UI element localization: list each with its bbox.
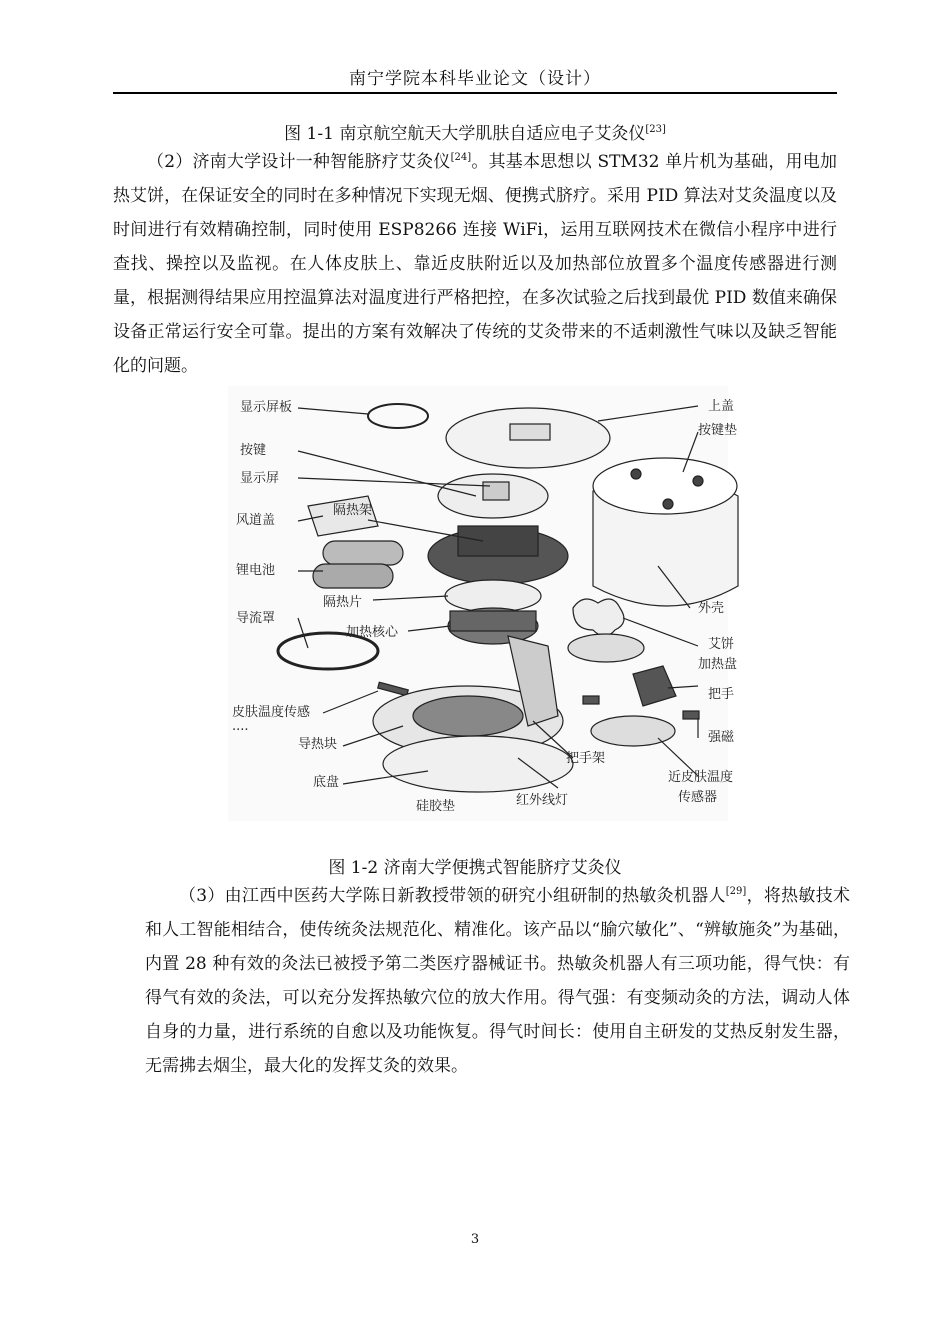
figure-1-2-caption: 图 1-2 济南大学便携式智能脐疗艾灸仪 bbox=[328, 858, 622, 878]
label-display-board: 显示屏板 bbox=[240, 400, 293, 415]
label-lithium-battery: 锂电池 bbox=[236, 563, 276, 578]
label-near-skin-temp: 近皮肤温度 bbox=[668, 770, 734, 785]
label-heating-plate: 加热盘 bbox=[698, 657, 738, 672]
label-heat-conduction-block: 导热块 bbox=[298, 737, 338, 752]
label-silicone-pad: 硅胶垫 bbox=[416, 799, 456, 814]
figure-1-2-exploded-diagram bbox=[228, 386, 738, 821]
label-top-cover: 上盖 bbox=[708, 399, 735, 414]
label-keys: 按键 bbox=[240, 443, 267, 458]
label-infrared-lamp: 红外线灯 bbox=[516, 793, 569, 808]
label-base-plate: 底盘 bbox=[313, 775, 340, 790]
paragraph-3-citation: [29] bbox=[725, 886, 747, 897]
paragraph-2-lead: （2）济南大学设计一种智能脐疗艾灸仪 bbox=[147, 152, 451, 172]
figure-1-1-caption bbox=[0, 119, 950, 144]
paragraph-2 bbox=[113, 145, 837, 383]
label-key-pad: 按键垫 bbox=[698, 423, 738, 438]
paragraph-2-citation: [24] bbox=[450, 152, 472, 163]
paragraph-2-body: 。其基本思想以 STM32 单片机为基础，用电加热艾饼，在保证安全的同时在多种情况下实现无烟、便携式脐疗。采用 PID 算法对艾灸温度以及时间进行有效精确控制，同时使用 ESP8266 连接 WiFi，运用互联网技术在微信小程序中进行查找、操控以及监视。在人体皮肤上、靠近皮肤附近以及加热部位放置多个温度传感器进行测量，根据测得结果应用控温算法对温度进行严格把控，在多次试验之后找到最优 PID 数值来确保设备正常运行安全可靠。提出的方案有效解决了传统的艾灸带来的不适刺激性气味以及缺乏智能化的问题。 bbox=[113, 152, 837, 376]
label-insulation-rack: 隔热架 bbox=[333, 503, 373, 518]
paragraph-3 bbox=[145, 879, 850, 1083]
label-sensor: 传感器 bbox=[678, 790, 718, 805]
label-magnet: 强磁 bbox=[708, 730, 735, 745]
page-header-title: 南宁学院本科毕业论文（设计） bbox=[349, 69, 601, 89]
figure-1-1-citation: [23] bbox=[645, 124, 666, 135]
paragraph-3-lead: （3）由江西中医药大学陈日新教授带领的研究小组研制的热敏灸机器人 bbox=[179, 886, 726, 906]
label-display-screen: 显示屏 bbox=[240, 471, 280, 486]
label-housing: 外壳 bbox=[698, 601, 725, 616]
figure-1-1-caption-text: 图 1-1 南京航空航天大学肌肤自适应电子艾灸仪 bbox=[284, 124, 646, 144]
label-ellipsis: .... bbox=[232, 719, 249, 734]
label-air-duct-cover: 风道盖 bbox=[236, 513, 276, 528]
label-heating-core: 加热核心 bbox=[346, 625, 399, 640]
header-rule bbox=[113, 92, 837, 94]
page-number: 3 bbox=[470, 1232, 480, 1247]
label-moxa-cake: 艾饼 bbox=[708, 637, 735, 652]
paragraph-3-body: ，将热敏技术和人工智能相结合，使传统灸法规范化、精准化。该产品以“腧穴敏化”、“辨敏施灸”为基础，内置 28 种有效的灸法已被授予第二类医疗器械证书。热敏灸机器人有三项功能，得气快：有得气有效的灸法，可以充分发挥热敏穴位的放大作用。得气强：有变频动灸的方法，调动人体自身的力量，进行系统的自愈以及功能恢复。得气时间长：使用自主研发的艾热反射发生器，无需拂去烟尘，最大化的发挥艾灸的效果。 bbox=[145, 886, 850, 1076]
exploded-view-svg bbox=[228, 386, 738, 821]
label-deflector: 导流罩 bbox=[236, 611, 276, 626]
label-insulation-sheet: 隔热片 bbox=[323, 595, 363, 610]
label-handle: 把手 bbox=[708, 687, 735, 702]
label-skin-temp-sensor: 皮肤温度传感 bbox=[232, 705, 311, 720]
label-handle-rack: 把手架 bbox=[566, 751, 606, 766]
